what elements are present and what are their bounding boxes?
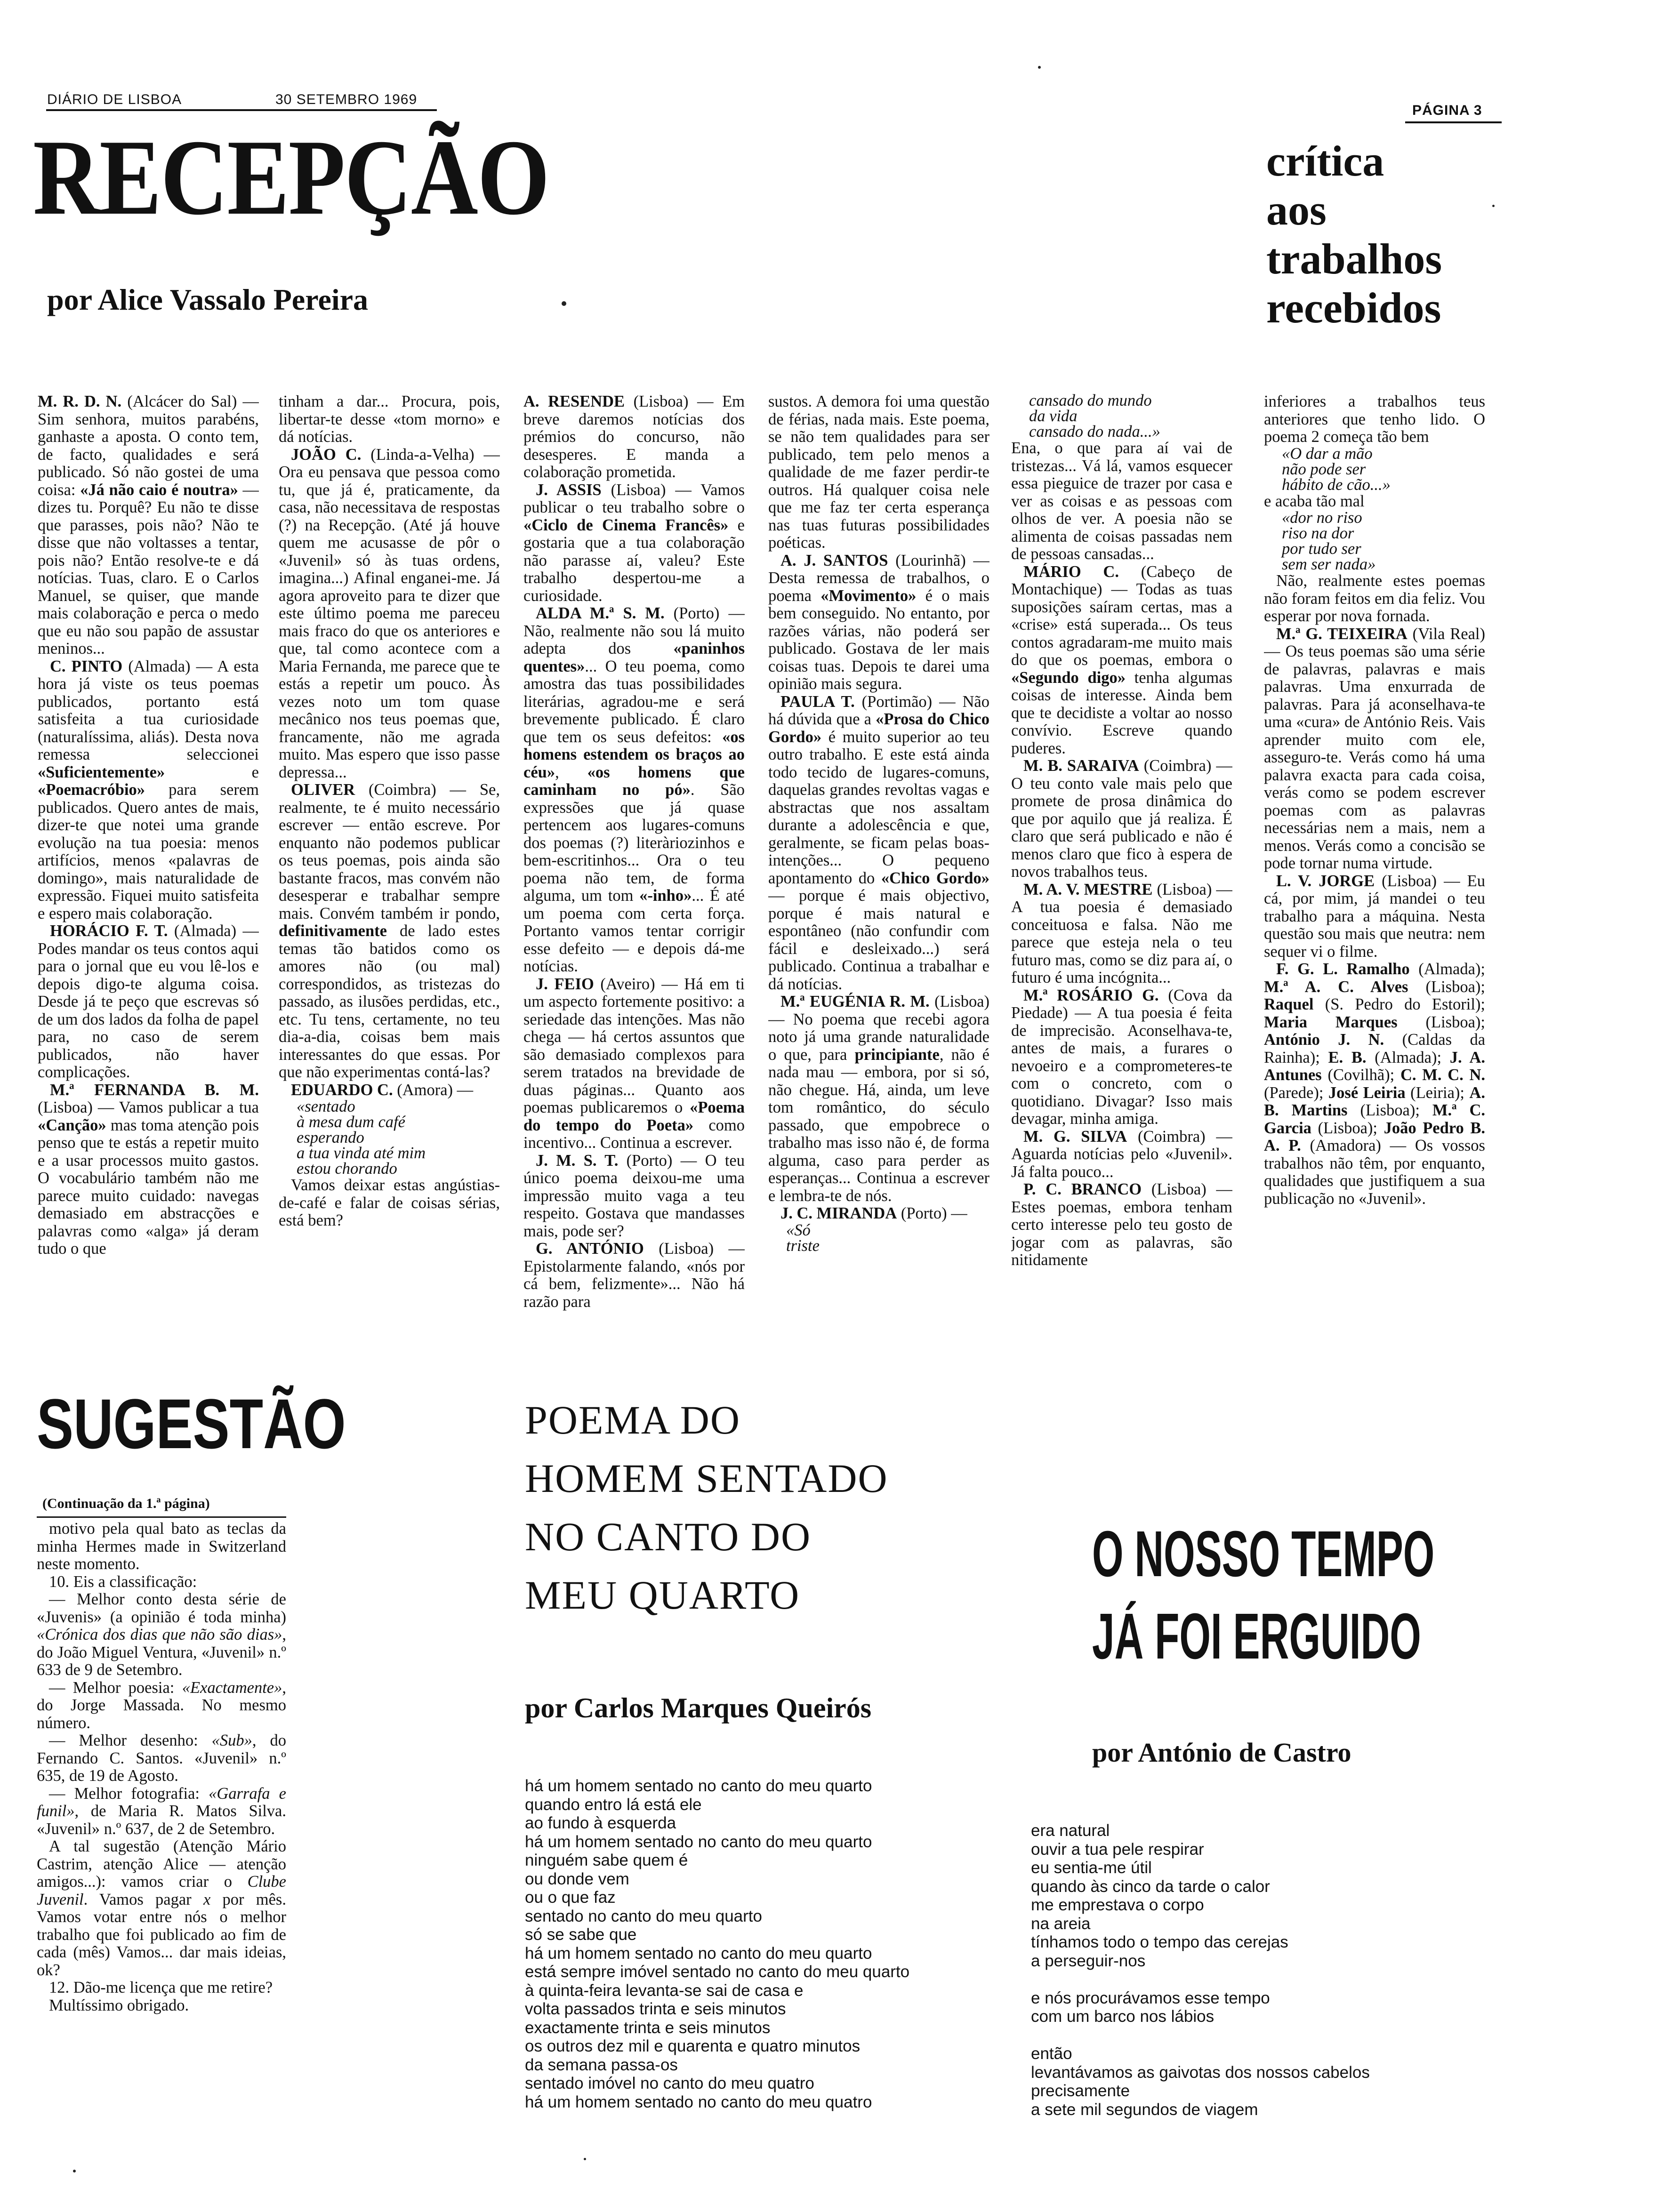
poem-verse: e nós procurávamos esse tempo [1031,1988,1270,2007]
reply-paragraph: J. ASSIS (Lisboa) — Vamos publicar o teu trabalho sobre o «Ciclo de Cinema Francês» e gostaria que a tua colaboração não parasse aí, valeu? Este trabalho despertou-me a curiosidade. [523,481,745,605]
newspaper-name: DIÁRIO DE LISBOA [47,92,182,107]
sugestao-body [37,1520,286,2085]
recepcao-column-1 [38,393,259,1339]
poem-verse: com um barco nos lábios [1031,2007,1215,2026]
poem-verse: então [1031,2044,1072,2063]
recepcao-column-3 [523,393,745,1339]
poem-verse: me emprestava o corpo [1031,1896,1204,1914]
reply-paragraph: OLIVER (Coimbra) — Se, realmente, te é muito necessário escrever — então escreve. Por enquanto não podemos publicar os teus poemas, pois ainda são bastante fracos, mas convém não desesperar e trabalhar sempre mais. Convém também ir pondo, definitivamente de lado estes temas tão batidos como os amores não (ou mal) correspondidos, as tristezas do passado, as ilusões perdidas, etc., etc. Tu tens, certamente, no teu dia-a-dia, coisas bem mais interessantes do que essas. Por que não experimentas contá-las? [279,781,500,1081]
header-rule-left [46,109,437,111]
reply-paragraph: Ena, o que para aí vai de tristezas... Vá lá, vamos esquecer essa pieguice de trazer por casa e ver as coisas e as pessoas com olhos de ver. A poesia não se alimenta de coisas passadas nem de pessoas cansadas... [1011,439,1232,563]
reply-paragraph: A. J. SANTOS (Lourinhã) — Desta remessa de trabalhos, o poema «Movimento» é o mais bem conseguido. No entanto, por razões várias, não poderá ser publicado. Gostava de ler mais coisas tuas. Depois te darei uma opinião mais segura. [768,551,989,693]
tempo-title-line: JÁ FOI ERGUIDO [1092,1600,1421,1673]
poema-homem-verses [525,1777,909,2111]
reply-paragraph: M.ª FERNANDA B. M. (Lisboa) — Vamos publicar a tua «Canção» mas toma atenção pois penso que te estás a repetir muito e a usar processos muito gastos. O vocabulário também não me parece muito cuidado: navegas demasiado em abstracções e palavras como «alga» já deram tudo o que [38,1081,259,1258]
reply-paragraph: EDUARDO C. (Amora) — [291,1081,474,1099]
side-title-line: aos [1266,186,1327,234]
reply-paragraph: MÁRIO C. (Cabeço de Montachique) — Todas as tuas suposições saíram certas, mas a «crise» está superada... Os teus contos agradaram-me muito mais do que os poemas, embora o «Segundo digo» tenha algumas coisas de interesse. Ainda bem que te decidiste a voltar ao nosso convívio. Escreve quando puderes. [1011,562,1232,757]
sugestao-paragraph: motivo pela qual bato as teclas da minha Hermes made in Switzerland neste momento. [37,1520,286,1573]
poem-title-line: POEMA DO [525,1397,741,1443]
poem-verse: na areia [1031,1914,1091,1933]
sugestao-title: SUGESTÃO [37,1384,346,1463]
poem-verse: a sete mil segundos de viagem [1031,2100,1258,2119]
reply-paragraph: M.ª EUGÉNIA R. M. (Lisboa) — No poema que recebi agora noto já uma grande naturalidade o que, para principiante, não é nada mau — embora, por si só, não chegue. Há, ainda, um leve tom romântico, do século passado, que empobrece o trabalho mas isso não é, de forma alguma, caso para perder as esperanças... Continua a escrever e lembra-te de nós. [768,993,989,1205]
reply-paragraph: Vamos deixar estas angústias-de-café e falar de coisas sérias, está bem? [279,1176,500,1229]
reply-paragraph: e acaba tão mal [1264,492,1365,510]
poem-verse: quando entro lá está ele [525,1795,702,1814]
continuation-note: (Continuação da 1.ª página) [42,1496,210,1511]
poem-verse: há um homem sentado no canto do meu quarto [525,1777,872,1795]
sugestao-paragraph: — Melhor desenho: «Sub», do Fernando C. Santos. «Juvenil» n.º 635, de 19 de Agosto. [37,1731,286,1785]
reply-paragraph: G. ANTÓNIO (Lisboa) — Epistolarmente falando, «nós por cá bem, felizmente»... Não há razão para [523,1240,745,1311]
reply-paragraph: J. FEIO (Aveiro) — Há em ti um aspecto fortemente positivo: a seriedade das intenções. Mas não chega — há certos assuntos que são demasiado complexos para serem tratados na brevidade de duas páginas... Quanto aos poemas publicaremos o «Poema do tempo do Poeta» como incentivo... Continua a escrever. [523,975,745,1152]
reply-paragraph: L. V. JORGE (Lisboa) — Eu cá, por mim, já mandei o teu trabalho para a máquina. Nesta questão sou mais que neutra: nem sequer vi o filme. [1264,872,1485,961]
reply-paragraph: M.ª ROSÁRIO G. (Cova da Piedade) — A tua poesia é feita de imprecisão. Aconselhava-te, antes de mais, a furares o nevoeiro e a comprometeres-te com o concreto, com o quotidiano. Divagar? Isso mais devagar, minha amiga. [1011,986,1232,1128]
sugestao-paragraph: 12. Dão-me licença que me retire? [49,1979,273,1996]
poem-verse: há um homem sentado no canto do meu quarto [525,1832,872,1851]
poem-verse: há um homem sentado no canto do meu quatro [525,2092,872,2111]
quoted-verse: «dor no riso riso na dor por tudo ser sem ser nada» [1282,509,1376,573]
reply-paragraph: M. B. SARAIVA (Coimbra) — O teu conto vale mais pelo que promete de prosa dinâmica do que por aquilo que já realiza. É claro que será publicado e não é menos claro que fico à espera de novos trabalhos teus. [1011,757,1232,881]
sugestao-paragraph: — Melhor poesia: «Exactamente», do Jorge Massada. No mesmo número. [37,1678,286,1732]
print-speck [1038,66,1041,69]
reply-paragraph: ALDA M.ª S. M. (Porto) — Não, realmente não sou lá muito adepta dos «paninhos quentes»... O teu poema, como amostra das tuas possibilidades literárias, agradou-me e será brevemente publicado. É claro que tem os seus defeitos: «os homens estendem os braços ao céu», «os homens que caminham no pó». São expressões que já quase pertencem aos lugares-comuns dos poemas (?) literàriozinhos e bem-escritinhos... Ora o teu poema não tem, de forma alguma, um tom «-inho»... É até um poema com certa força. Portanto vamos tentar corrigir esse defeito — e depois dá-me notícias. [523,604,745,975]
poema-homem-title [525,1391,888,1624]
poem-verse: sentado no canto do meu quarto [525,1907,762,1925]
tempo-title-line: O NOSSO TEMPO [1092,1518,1435,1590]
poem-verse: ouvir a tua pele respirar [1031,1840,1204,1859]
nosso-tempo-byline: por António de Castro [1092,1737,1351,1768]
side-title-line: crítica [1266,137,1384,185]
sugestao-rule [37,1516,286,1518]
reply-paragraph: M. A. V. MESTRE (Lisboa) — A tua poesia é demasiado conceituosa e falsa. Não me parece que esteja nela o teu futuro mas, como se diz para aí, o futuro é uma incógnita... [1011,880,1232,986]
poem-verse: ao fundo à esquerda [525,1814,676,1832]
reply-paragraph: C. PINTO (Almada) — A esta hora já viste os teus poemas publicados, portanto está satisfeita a tua curiosidade (naturalíssima, aliás). Desta nova remessa seleccionei «Suficientemente» e «Poemacróbio» para serem publicados. Quero antes de mais, dizer-te que notei uma grande evolução na tua poesia: menos artifícios, menos «palavras de domingo», mais naturalidade de expressão. Fiquei muito satisfeita e espero mais colaboração. [38,657,259,922]
recepcao-column-6 [1264,393,1485,1339]
poem-verse: quando às cinco da tarde o calor [1031,1877,1270,1896]
poem-verse: sentado imóvel no canto do meu quatro [525,2074,814,2092]
nosso-tempo-verses [1031,1821,1370,2119]
poem-verse: era natural [1031,1821,1110,1840]
poem-verse: tínhamos todo o tempo das cerejas [1031,1933,1288,1951]
poem-title-line: MEU QUARTO [525,1572,800,1618]
reply-paragraph: P. C. BRANCO (Lisboa) — Estes poemas, embora tenham certo interesse pelo teu gosto de jogar com as palavras, são nitidamente [1011,1180,1232,1269]
poem-verse: ou o que faz [525,1888,616,1907]
reply-paragraph: tinham a dar... Procura, pois, libertar-te desse «tom morno» e dá notícias. [279,393,500,446]
recepcao-column-4 [768,393,989,1339]
reply-paragraph: sustos. A demora foi uma questão de férias, nada mais. Este poema, se não tem qualidades para ser publicado, tem pelo menos a qualidade de me fazer perdir-te outros. Há qualquer coisa nele que me faz ter certa esperança nas tuas futuras possibilidades poéticas. [768,393,989,552]
side-title-line: recebidos [1266,284,1441,332]
poem-verse: levantávamos as gaivotas dos nossos cabelos [1031,2063,1370,2082]
sugestao-paragraph: — Melhor fotografia: «Garrafa e funil», de Maria R. Matos Silva. «Juvenil» n.º 637, de 2 de Setembro. [37,1784,286,1838]
poem-verse: à quinta-feira levanta-se sai de casa e [525,1981,804,2000]
poem-verse: exactamente trinta e seis minutos [525,2018,771,2037]
poem-title-line: NO CANTO DO [525,1514,812,1559]
bullet-dot [562,301,566,306]
reply-paragraph: M. G. SILVA (Coimbra) — Aguarda notícias pelo «Juvenil». Já falta pouco... [1011,1127,1232,1181]
reply-paragraph: M. R. D. N. (Alcácer do Sal) — Sim senhora, muitos parabéns, ganhaste a aposta. O conto tem, de facto, qualidades e será publicado. Só não gostei de uma coisa: «Já não caio é noutra» — dizes tu. Porquê? Eu não te disse que parasses, pois não? Não te disse que não voltasses a tentar, pois não? Então resolve-te e dá notícias. Tuas, claro. E o Carlos Manuel, se quiser, que mande mais colaboração e perca o medo que eu não sou papão de assustar meninos... [38,393,259,657]
sugestao-paragraph: — Melhor conto desta série de «Juvenis» (a opinião é toda minha) «Crónica dos dias que não são dias», do João Miguel Ventura, «Juvenil» n.º 633 de 9 de Setembro. [37,1590,286,1679]
poem-verse: só se sabe que [525,1925,637,1944]
quoted-verse: «Só triste [786,1221,820,1255]
reply-paragraph: PAULA T. (Portimão) — Não há dúvida que a «Prosa do Chico Gordo» é muito superior ao teu outro trabalho. E este está ainda todo tecido de lugares-comuns, daquelas grandes revoltas vagas e abstractas que nos assaltam durante a adolescência e que, geralmente, se ficam pelas boas-intenções... O pequeno apontamento do «Chico Gordo» — porque é mais objectivo, porque é mais natural e espontâneo (não confundir com fácil e desleixado...) será publicado. Continua a trabalhar e dá notícias. [768,692,989,993]
print-speck [1492,205,1495,207]
poem-verse: da semana passa-os [525,2055,678,2074]
sugestao-paragraph: 10. Eis a classificação: [49,1572,197,1591]
recepcao-title: RECEPÇÃO [33,117,549,237]
recepcao-byline: por Alice Vassalo Pereira [47,283,369,316]
poem-verse: volta passados trinta e seis minutos [525,2000,786,2018]
reply-paragraph: F. G. L. Ramalho (Almada); M.ª A. C. Alves (Lisboa); Raquel (S. Pedro do Estoril); Maria Marques (Lisboa); António J. N. (Caldas da Rainha); E. B. (Almada); J. A. Antunes (Covilhã); C. M. C. N. (Parede); José Leiria (Leiria); A. B. Martins (Lisboa); M.ª C. Garcia (Lisboa); João Pedro B. A. P. (Amadora) — Os vossos trabalhos não têm, por enquanto, qualidades que justifiquem a sua publicação no «Juvenil». [1264,960,1485,1208]
sugestao-paragraph: Multíssimo obrigado. [49,1996,189,2014]
poem-title-line: HOMEM SENTADO [525,1456,888,1501]
reply-paragraph: inferiores a trabalhos teus anteriores que tenho lido. O poema 2 começa tão bem [1264,393,1485,446]
poem-verse: há um homem sentado no canto do meu quarto [525,1944,872,1963]
poem-verse [1031,2026,1370,2045]
print-speck [73,2170,76,2172]
quoted-verse: cansado do mundo da vida cansado do nada...» [1029,393,1160,441]
poem-verse: a perseguir-nos [1031,1951,1146,1970]
poem-verse: os outros dez mil e quarenta e quatro minutos [525,2037,861,2055]
nosso-tempo-title [1092,1513,1644,1678]
reply-paragraph: Não, realmente estes poemas não foram feitos em dia feliz. Vou esperar por nova fornada. [1264,572,1485,625]
reply-paragraph: J. M. S. T. (Porto) — O teu único poema deixou-me uma impressão muito vaga a teu respeito. Gostava que mandasses mais, pode ser? [523,1151,745,1240]
poem-verse: está sempre imóvel sentado no canto do meu quarto [525,1963,910,1981]
print-speck [584,2158,586,2160]
poem-verse: ninguém sabe quem é [525,1851,688,1869]
recepcao-column-2 [279,393,500,1339]
sugestao-paragraph: A tal sugestão (Atenção Mário Castrim, atenção Alice — atenção amigos...): vamos criar o Clube Juvenil. Vamos pagar x por mês. Vamos votar entre nós o melhor trabalho que foi publicado ao fim de cada (mês) Vamos... dar mais ideias, ok? [37,1837,286,1979]
quoted-verse: «sentado à mesa dum café esperando a tua vinda até mim estou chorando [297,1098,426,1178]
reply-paragraph: J. C. MIRANDA (Porto) — [780,1204,967,1222]
poem-verse: eu sentia-me útil [1031,1859,1152,1877]
reply-paragraph: A. RESENDE (Lisboa) — Em breve daremos notícias dos prémios do concurso, não desesperes. E manda a colaboração prometida. [523,393,745,481]
quoted-verse: «O dar a mão não pode ser hábito de cão...» [1282,444,1391,494]
poem-verse: precisamente [1031,2082,1130,2100]
poema-homem-byline: por Carlos Marques Queirós [525,1692,872,1723]
page-number: PÁGINA 3 [1412,103,1482,118]
reply-paragraph: JOÃO C. (Linda-a-Velha) — Ora eu pensava que pessoa como tu, que já é, praticamente, da casa, não necessitava de respostas (?) na Recepção. (Até já houve quem me acusasse de pôr o «Juvenil» só às tuas ordens, imagina...) Afinal enganei-me. Já agora aproveito para te dizer que este último poema me pareceu mais fraco do que os anteriores e que, tal como acontece com a Maria Fernanda, me parece que te estás a repetir um pouco. Às vezes noto um tom quase mecânico nos teus poemas que, francamente, não me agrada muito. Mas espero que isso passe depressa... [279,445,500,781]
side-title-line: trabalhos [1266,235,1442,283]
recepcao-side-title [1266,136,1442,332]
poem-verse [1031,1970,1370,1989]
reply-paragraph: HORÁCIO F. T. (Almada) — Podes mandar os teus contos aqui para o jornal que eu vou lê-los e depois digo-te alguma coisa. Desde já te peço que escrevas só de um dos lados da folha de papel para, no caso de serem publicados, não haver complicações. [38,922,259,1081]
header-rule-right [1405,121,1502,123]
recepcao-column-5 [1011,393,1232,1339]
issue-date: 30 SETEMBRO 1969 [275,92,418,107]
poem-verse: ou donde vem [525,1869,629,1888]
reply-paragraph: M.ª G. TEIXEIRA (Vila Real) — Os teus poemas são uma série de palavras, palavras e mais palavras. Uma enxurrada de palavras. Para já aconselhava-te uma «cura» de António Reis. Vais aprender muito com ele, asseguro-te. Verás como há uma palavra exacta para cada coisa, verás como se podem escrever poemas com as palavras necessárias nem a mais, nem a menos. Verás como a concisão se pode tornar numa virtude. [1264,625,1485,872]
